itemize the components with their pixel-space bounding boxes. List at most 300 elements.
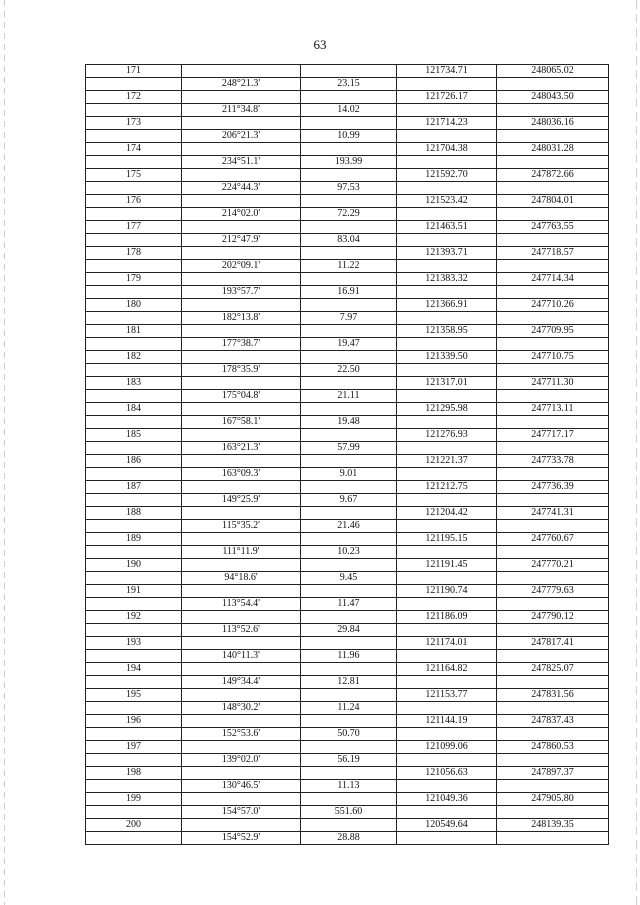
bearing: 178°35.9' — [182, 364, 301, 377]
x-coordinate: 121523.42 — [397, 195, 497, 208]
empty-cell — [497, 390, 609, 403]
point-number: 171 — [86, 65, 182, 78]
empty-cell — [182, 663, 301, 676]
empty-cell — [182, 325, 301, 338]
segment-row — [86, 364, 609, 377]
segment-row — [86, 546, 609, 559]
x-coordinate: 121276.93 — [397, 429, 497, 442]
bearing: 163°21.3' — [182, 442, 301, 455]
bearing: 175°04.8' — [182, 390, 301, 403]
empty-cell — [497, 650, 609, 663]
empty-cell — [86, 130, 182, 143]
point-number: 187 — [86, 481, 182, 494]
distance: 16.91 — [301, 286, 397, 299]
segment-row — [86, 806, 609, 819]
empty-cell — [182, 247, 301, 260]
bearing: 113°54.4' — [182, 598, 301, 611]
segment-row — [86, 442, 609, 455]
bearing: 202°09.1' — [182, 260, 301, 273]
empty-cell — [86, 780, 182, 793]
point-number: 190 — [86, 559, 182, 572]
empty-cell — [497, 520, 609, 533]
empty-cell — [301, 195, 397, 208]
empty-cell — [397, 234, 497, 247]
empty-cell — [497, 234, 609, 247]
empty-cell — [397, 416, 497, 429]
empty-cell — [301, 637, 397, 650]
y-coordinate: 247825.07 — [497, 663, 609, 676]
empty-cell — [397, 806, 497, 819]
distance: 21.11 — [301, 390, 397, 403]
point-row — [86, 559, 609, 572]
point-number: 177 — [86, 221, 182, 234]
x-coordinate: 121099.06 — [397, 741, 497, 754]
point-row — [86, 481, 609, 494]
empty-cell — [182, 429, 301, 442]
x-coordinate: 121358.95 — [397, 325, 497, 338]
empty-cell — [301, 143, 397, 156]
distance: 83.04 — [301, 234, 397, 247]
empty-cell — [86, 572, 182, 585]
empty-cell — [86, 338, 182, 351]
distance: 11.13 — [301, 780, 397, 793]
y-coordinate: 248043.50 — [497, 91, 609, 104]
empty-cell — [86, 598, 182, 611]
empty-cell — [497, 286, 609, 299]
point-number: 184 — [86, 403, 182, 416]
segment-row — [86, 260, 609, 273]
empty-cell — [497, 494, 609, 507]
empty-cell — [86, 312, 182, 325]
bearing: 167°58.1' — [182, 416, 301, 429]
point-number: 178 — [86, 247, 182, 260]
empty-cell — [86, 650, 182, 663]
point-row — [86, 325, 609, 338]
x-coordinate: 121704.38 — [397, 143, 497, 156]
distance: 11.47 — [301, 598, 397, 611]
point-row — [86, 663, 609, 676]
distance: 57.99 — [301, 442, 397, 455]
empty-cell — [86, 832, 182, 845]
empty-cell — [86, 442, 182, 455]
empty-cell — [397, 728, 497, 741]
empty-cell — [182, 559, 301, 572]
segment-row — [86, 650, 609, 663]
empty-cell — [301, 663, 397, 676]
empty-cell — [497, 676, 609, 689]
bearing: 140°11.3' — [182, 650, 301, 663]
x-coordinate: 121393.71 — [397, 247, 497, 260]
point-number: 185 — [86, 429, 182, 442]
point-row — [86, 793, 609, 806]
empty-cell — [182, 91, 301, 104]
y-coordinate: 247736.39 — [497, 481, 609, 494]
empty-cell — [182, 585, 301, 598]
point-row — [86, 65, 609, 78]
empty-cell — [182, 117, 301, 130]
segment-row — [86, 338, 609, 351]
empty-cell — [182, 403, 301, 416]
y-coordinate: 248139.35 — [497, 819, 609, 832]
point-number: 197 — [86, 741, 182, 754]
distance: 9.67 — [301, 494, 397, 507]
y-coordinate: 247779.63 — [497, 585, 609, 598]
empty-cell — [497, 702, 609, 715]
page-number: 63 — [313, 37, 327, 52]
y-coordinate: 247897.37 — [497, 767, 609, 780]
bearing: 224°44.3' — [182, 182, 301, 195]
segment-row — [86, 754, 609, 767]
y-coordinate: 247804.01 — [497, 195, 609, 208]
empty-cell — [182, 507, 301, 520]
empty-cell — [397, 598, 497, 611]
empty-cell — [397, 832, 497, 845]
y-coordinate: 247713.11 — [497, 403, 609, 416]
distance: 22.50 — [301, 364, 397, 377]
point-number: 188 — [86, 507, 182, 520]
empty-cell — [397, 78, 497, 91]
x-coordinate: 121592.70 — [397, 169, 497, 182]
point-row — [86, 689, 609, 702]
empty-cell — [182, 481, 301, 494]
segment-row — [86, 104, 609, 117]
distance: 14.02 — [301, 104, 397, 117]
distance: 21.46 — [301, 520, 397, 533]
empty-cell — [497, 780, 609, 793]
bearing: 206°21.3' — [182, 130, 301, 143]
distance: 10.23 — [301, 546, 397, 559]
empty-cell — [182, 611, 301, 624]
empty-cell — [301, 377, 397, 390]
empty-cell — [397, 104, 497, 117]
segment-row — [86, 208, 609, 221]
empty-cell — [397, 624, 497, 637]
segment-row — [86, 780, 609, 793]
empty-cell — [301, 169, 397, 182]
empty-cell — [301, 767, 397, 780]
x-coordinate: 121144.19 — [397, 715, 497, 728]
segment-row — [86, 494, 609, 507]
empty-cell — [301, 221, 397, 234]
y-coordinate: 248036.16 — [497, 117, 609, 130]
point-row — [86, 377, 609, 390]
distance: 12.81 — [301, 676, 397, 689]
bearing: 149°34.4' — [182, 676, 301, 689]
empty-cell — [497, 312, 609, 325]
empty-cell — [397, 676, 497, 689]
x-coordinate: 121339.50 — [397, 351, 497, 364]
empty-cell — [397, 702, 497, 715]
empty-cell — [397, 468, 497, 481]
empty-cell — [182, 767, 301, 780]
point-number: 174 — [86, 143, 182, 156]
empty-cell — [182, 455, 301, 468]
y-coordinate: 247711.30 — [497, 377, 609, 390]
empty-cell — [86, 364, 182, 377]
bearing: 193°57.7' — [182, 286, 301, 299]
point-number: 173 — [86, 117, 182, 130]
bearing: 113°52.6' — [182, 624, 301, 637]
empty-cell — [397, 754, 497, 767]
point-number: 198 — [86, 767, 182, 780]
point-row — [86, 169, 609, 182]
empty-cell — [182, 715, 301, 728]
y-coordinate: 247837.43 — [497, 715, 609, 728]
point-number: 191 — [86, 585, 182, 598]
segment-row — [86, 130, 609, 143]
bearing: 148°30.2' — [182, 702, 301, 715]
segment-row — [86, 624, 609, 637]
segment-row — [86, 182, 609, 195]
y-coordinate: 248031.28 — [497, 143, 609, 156]
x-coordinate: 121463.51 — [397, 221, 497, 234]
empty-cell — [86, 546, 182, 559]
x-coordinate: 121174.01 — [397, 637, 497, 650]
empty-cell — [497, 728, 609, 741]
empty-cell — [86, 676, 182, 689]
empty-cell — [397, 260, 497, 273]
empty-cell — [397, 130, 497, 143]
empty-cell — [301, 715, 397, 728]
empty-cell — [182, 195, 301, 208]
y-coordinate: 247741.31 — [497, 507, 609, 520]
point-row — [86, 403, 609, 416]
y-coordinate: 247760.67 — [497, 533, 609, 546]
bearing: 182°13.8' — [182, 312, 301, 325]
empty-cell — [497, 806, 609, 819]
distance: 97.53 — [301, 182, 397, 195]
empty-cell — [182, 689, 301, 702]
empty-cell — [182, 299, 301, 312]
coordinates-table-body — [86, 65, 609, 845]
empty-cell — [301, 559, 397, 572]
empty-cell — [497, 832, 609, 845]
empty-cell — [397, 780, 497, 793]
x-coordinate: 121726.17 — [397, 91, 497, 104]
bearing: 94°18.6' — [182, 572, 301, 585]
y-coordinate: 247763.55 — [497, 221, 609, 234]
segment-row — [86, 286, 609, 299]
x-coordinate: 121734.71 — [397, 65, 497, 78]
empty-cell — [497, 338, 609, 351]
bearing: 211°34.8' — [182, 104, 301, 117]
bearing: 152°53.6' — [182, 728, 301, 741]
x-coordinate: 121221.37 — [397, 455, 497, 468]
x-coordinate: 121190.74 — [397, 585, 497, 598]
empty-cell — [397, 442, 497, 455]
point-row — [86, 611, 609, 624]
point-row — [86, 91, 609, 104]
x-coordinate: 121295.98 — [397, 403, 497, 416]
empty-cell — [497, 364, 609, 377]
point-number: 180 — [86, 299, 182, 312]
distance: 19.47 — [301, 338, 397, 351]
empty-cell — [397, 364, 497, 377]
point-number: 181 — [86, 325, 182, 338]
empty-cell — [86, 728, 182, 741]
segment-row — [86, 572, 609, 585]
empty-cell — [497, 468, 609, 481]
y-coordinate: 247714.34 — [497, 273, 609, 286]
distance: 9.01 — [301, 468, 397, 481]
empty-cell — [497, 78, 609, 91]
empty-cell — [301, 117, 397, 130]
x-coordinate: 120549.64 — [397, 819, 497, 832]
y-coordinate: 247831.56 — [497, 689, 609, 702]
x-coordinate: 121204.42 — [397, 507, 497, 520]
empty-cell — [86, 156, 182, 169]
distance: 50.70 — [301, 728, 397, 741]
bearing: 130°46.5' — [182, 780, 301, 793]
point-row — [86, 767, 609, 780]
coordinates-table — [85, 64, 609, 845]
distance: 9.45 — [301, 572, 397, 585]
empty-cell — [86, 260, 182, 273]
distance: 11.24 — [301, 702, 397, 715]
empty-cell — [301, 481, 397, 494]
point-number: 179 — [86, 273, 182, 286]
distance: 19.48 — [301, 416, 397, 429]
empty-cell — [301, 273, 397, 286]
point-row — [86, 299, 609, 312]
point-number: 186 — [86, 455, 182, 468]
point-row — [86, 741, 609, 754]
empty-cell — [497, 546, 609, 559]
empty-cell — [86, 104, 182, 117]
x-coordinate: 121195.15 — [397, 533, 497, 546]
distance: 193.99 — [301, 156, 397, 169]
y-coordinate: 247817.41 — [497, 637, 609, 650]
point-number: 196 — [86, 715, 182, 728]
empty-cell — [301, 689, 397, 702]
bearing: 234°51.1' — [182, 156, 301, 169]
empty-cell — [301, 299, 397, 312]
empty-cell — [182, 351, 301, 364]
distance: 56.19 — [301, 754, 397, 767]
empty-cell — [182, 377, 301, 390]
y-coordinate: 247860.53 — [497, 741, 609, 754]
y-coordinate: 248065.02 — [497, 65, 609, 78]
empty-cell — [182, 143, 301, 156]
bearing: 248°21.3' — [182, 78, 301, 91]
segment-row — [86, 676, 609, 689]
empty-cell — [86, 234, 182, 247]
empty-cell — [86, 416, 182, 429]
empty-cell — [182, 793, 301, 806]
x-coordinate: 121153.77 — [397, 689, 497, 702]
bearing: 163°09.3' — [182, 468, 301, 481]
segment-row — [86, 728, 609, 741]
empty-cell — [182, 169, 301, 182]
x-coordinate: 121317.01 — [397, 377, 497, 390]
point-row — [86, 637, 609, 650]
empty-cell — [397, 546, 497, 559]
empty-cell — [182, 637, 301, 650]
x-coordinate: 121056.63 — [397, 767, 497, 780]
empty-cell — [397, 312, 497, 325]
y-coordinate: 247710.26 — [497, 299, 609, 312]
empty-cell — [397, 338, 497, 351]
x-coordinate: 121366.91 — [397, 299, 497, 312]
empty-cell — [86, 468, 182, 481]
point-row — [86, 195, 609, 208]
y-coordinate: 247718.57 — [497, 247, 609, 260]
x-coordinate: 121212.75 — [397, 481, 497, 494]
segment-row — [86, 156, 609, 169]
empty-cell — [301, 403, 397, 416]
distance: 72.29 — [301, 208, 397, 221]
bearing: 149°25.9' — [182, 494, 301, 507]
bearing: 177°38.7' — [182, 338, 301, 351]
x-coordinate: 121049.36 — [397, 793, 497, 806]
point-number: 200 — [86, 819, 182, 832]
distance: 10.99 — [301, 130, 397, 143]
empty-cell — [301, 65, 397, 78]
segment-row — [86, 312, 609, 325]
empty-cell — [301, 247, 397, 260]
point-number: 182 — [86, 351, 182, 364]
point-row — [86, 273, 609, 286]
empty-cell — [301, 351, 397, 364]
empty-cell — [182, 65, 301, 78]
y-coordinate: 247872.66 — [497, 169, 609, 182]
y-coordinate: 247790.12 — [497, 611, 609, 624]
empty-cell — [86, 390, 182, 403]
point-row — [86, 351, 609, 364]
segment-row — [86, 832, 609, 845]
segment-row — [86, 468, 609, 481]
empty-cell — [301, 507, 397, 520]
distance: 7.97 — [301, 312, 397, 325]
empty-cell — [497, 156, 609, 169]
point-row — [86, 117, 609, 130]
point-number: 189 — [86, 533, 182, 546]
empty-cell — [497, 182, 609, 195]
empty-cell — [397, 208, 497, 221]
segment-row — [86, 416, 609, 429]
distance: 28.88 — [301, 832, 397, 845]
empty-cell — [182, 273, 301, 286]
distance: 29.84 — [301, 624, 397, 637]
point-row — [86, 533, 609, 546]
empty-cell — [397, 650, 497, 663]
segment-row — [86, 390, 609, 403]
point-row — [86, 585, 609, 598]
empty-cell — [497, 104, 609, 117]
empty-cell — [397, 156, 497, 169]
point-row — [86, 221, 609, 234]
empty-cell — [182, 741, 301, 754]
empty-cell — [86, 286, 182, 299]
bearing: 214°02.0' — [182, 208, 301, 221]
point-number: 172 — [86, 91, 182, 104]
segment-row — [86, 78, 609, 91]
empty-cell — [397, 572, 497, 585]
empty-cell — [397, 286, 497, 299]
segment-row — [86, 702, 609, 715]
empty-cell — [182, 221, 301, 234]
point-row — [86, 429, 609, 442]
point-row — [86, 819, 609, 832]
empty-cell — [301, 91, 397, 104]
scan-edge-left — [4, 0, 5, 905]
distance: 11.22 — [301, 260, 397, 273]
empty-cell — [497, 416, 609, 429]
empty-cell — [397, 520, 497, 533]
empty-cell — [301, 741, 397, 754]
empty-cell — [301, 533, 397, 546]
empty-cell — [301, 585, 397, 598]
